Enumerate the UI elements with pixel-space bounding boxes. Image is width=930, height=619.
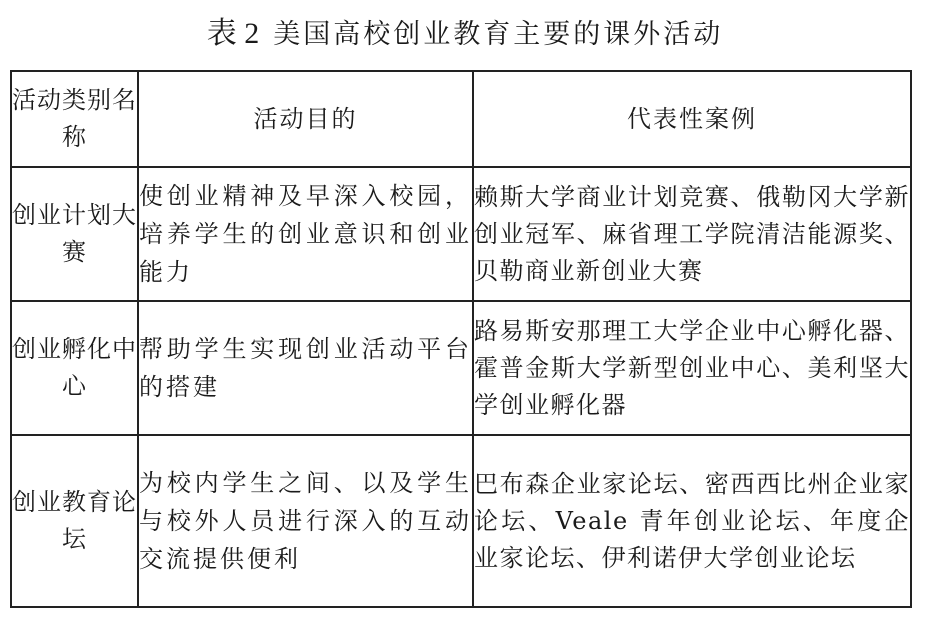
table-row <box>11 435 911 607</box>
table-number: 表 2 <box>206 17 260 50</box>
cell-purpose: 帮助学生实现创业活动平台的搭建 <box>138 301 473 435</box>
cell-cases: 赖斯大学商业计划竞赛、俄勒冈大学新创业冠军、麻省理工学院清洁能源奖、贝勒商业新创业大赛 <box>473 167 911 301</box>
header-cases: 代表性案例 <box>473 71 911 167</box>
cell-cases: 路易斯安那理工大学企业中心孵化器、霍普金斯大学新型创业中心、美利坚大学创业孵化器 <box>473 301 911 435</box>
cell-purpose: 为校内学生之间、以及学生与校外人员进行深入的互动交流提供便利 <box>138 435 473 607</box>
table-row <box>11 167 911 301</box>
cell-cases: 巴布森企业家论坛、密西西比州企业家论坛、Veale 青年创业论坛、年度企业家论坛、伊利诺伊大学创业论坛 <box>473 435 911 607</box>
cell-category: 创业孵化中心 <box>11 301 138 435</box>
table-caption <box>0 14 930 55</box>
header-category: 活动类别名称 <box>11 71 138 167</box>
header-purpose: 活动目的 <box>138 71 473 167</box>
header-row <box>11 71 911 167</box>
activities-table <box>10 70 912 608</box>
cell-purpose: 使创业精神及早深入校园，培养学生的创业意识和创业能力 <box>138 167 473 301</box>
cell-category: 创业计划大赛 <box>11 167 138 301</box>
table-title: 美国高校创业教育主要的课外活动 <box>273 19 724 50</box>
table-row <box>11 301 911 435</box>
cell-category: 创业教育论坛 <box>11 435 138 607</box>
